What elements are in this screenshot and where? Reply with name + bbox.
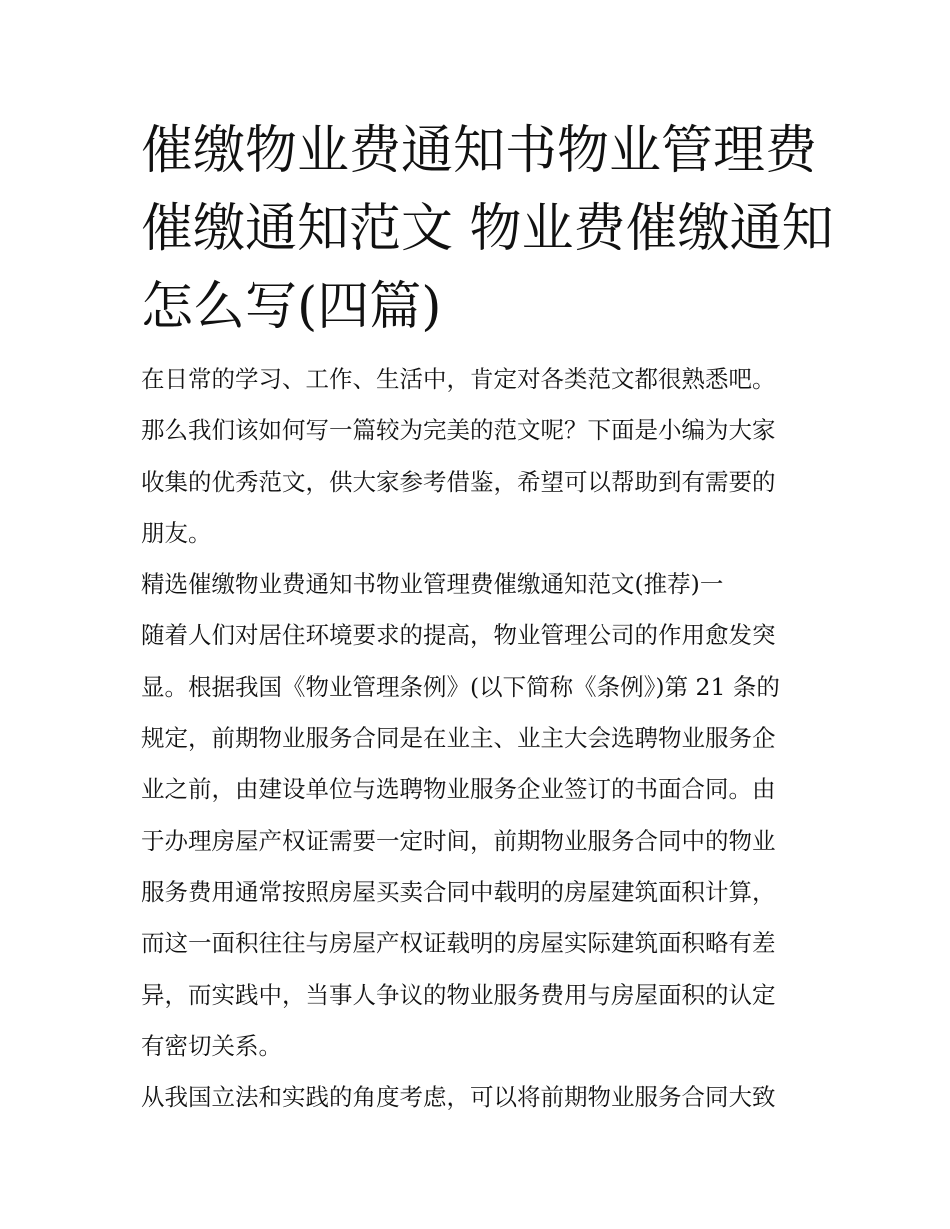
body-line: 异，而实践中，当事人争议的物业服务费用与房屋面积的认定 [141,980,776,1009]
body-line: 有密切关系。 [141,1031,282,1060]
section-heading-line: 精选催缴物业费通知书物业管理费催缴通知范文(推荐)一 [141,570,724,599]
body-line: 显。根据我国《物业管理条例》(以下简称《条例》)第 21 条的 [141,672,780,701]
body-line: 服务费用通常按照房屋买卖合同中载明的房屋建筑面积计算， [141,877,776,906]
document-title [141,112,834,346]
title-line: 催缴物业费通知书物业管理费 [141,121,818,181]
body-line: 收集的优秀范文，供大家参考借鉴，希望可以帮助到有需要的 [141,467,776,496]
document-body [141,354,821,1123]
body-line: 于办理房屋产权证需要一定时间，前期物业服务合同中的物业 [141,826,776,855]
body-line: 朋友。 [141,518,212,547]
body-line: 在日常的学习、工作、生活中，肯定对各类范文都很熟悉吧。 [141,365,776,393]
body-line: 规定，前期物业服务合同是在业主、业主大会选聘物业服务企 [141,724,776,753]
body-line: 而这一面积往往与房屋产权证载明的房屋实际建筑面积略有差 [141,929,776,958]
body-line: 随着人们对居住环境要求的提高，物业管理公司的作用愈发突 [141,621,776,650]
body-line: 那么我们该如何写一篇较为完美的范文呢？下面是小编为大家 [141,416,776,445]
title-line: 催缴通知范文 物业费催缴通知 [141,199,834,259]
body-line: 从我国立法和实践的角度考虑，可以将前期物业服务合同大致 [141,1083,776,1112]
body-line: 业之前，由建设单位与选聘物业服务企业签订的书面合同。由 [141,775,776,804]
title-line: 怎么写(四篇) [141,277,442,337]
